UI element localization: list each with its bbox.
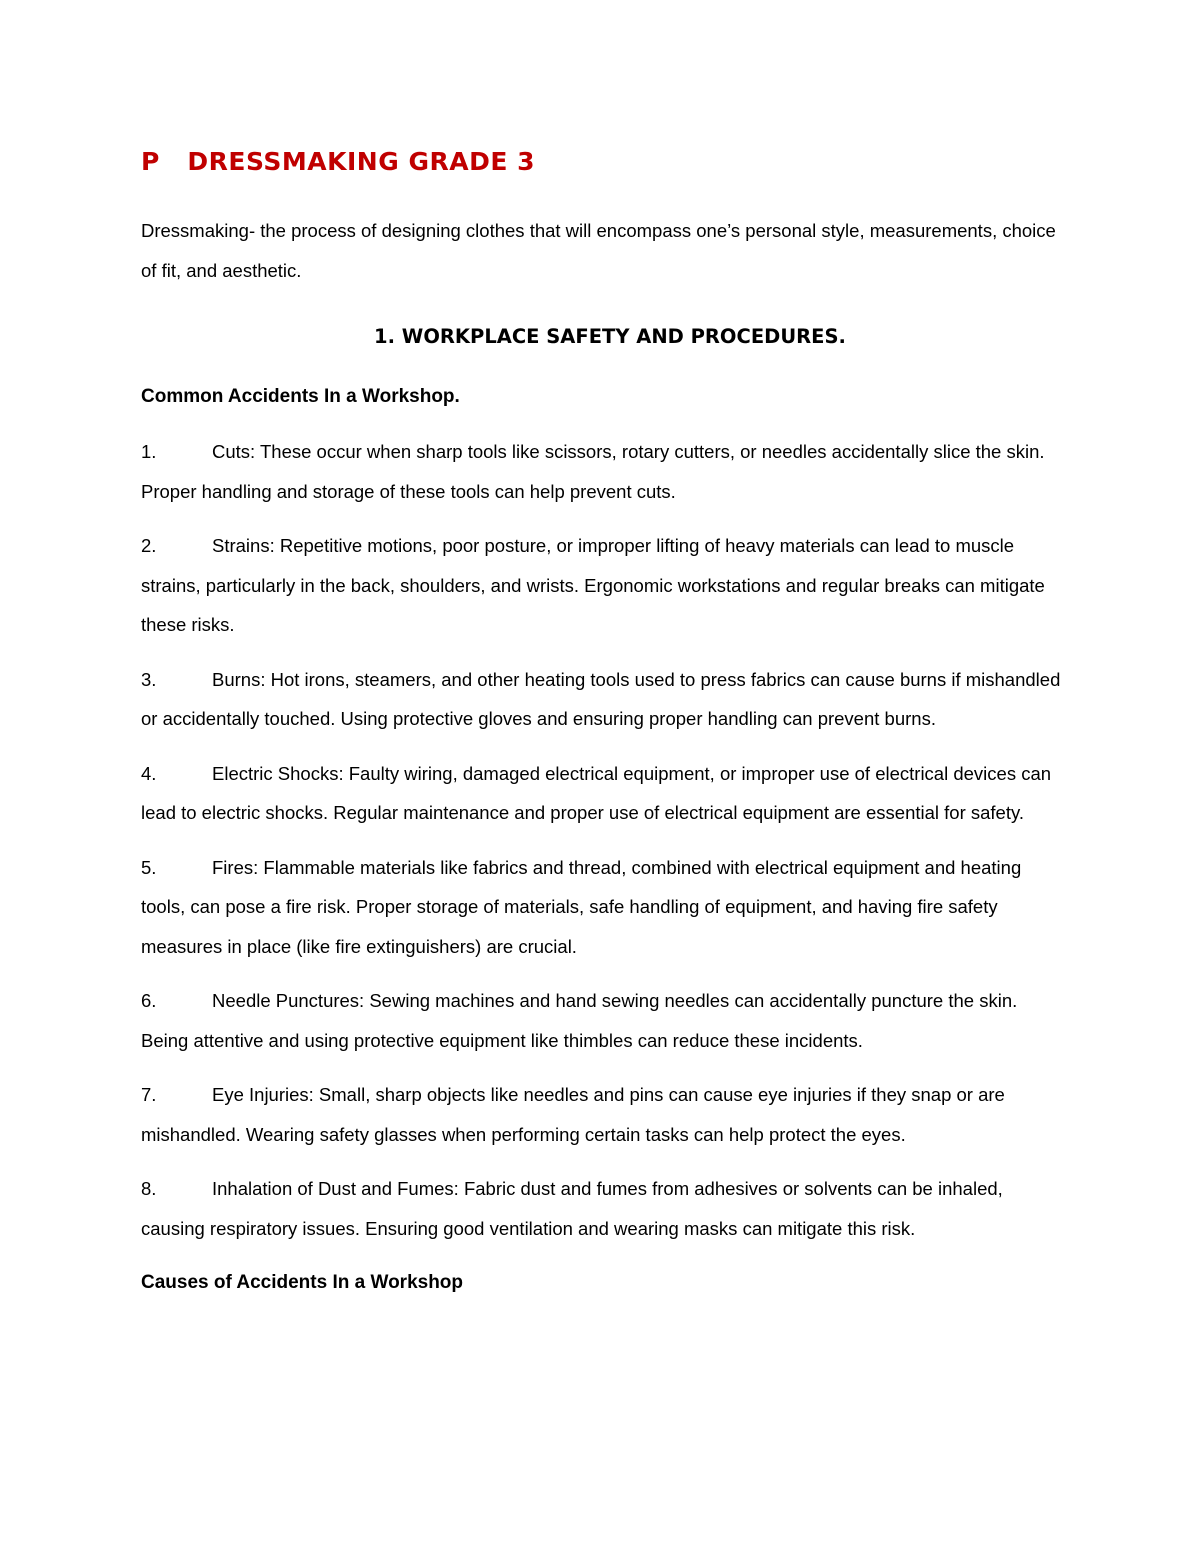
document-title: P DRESSMAKING GRADE 3 xyxy=(141,147,535,176)
intro-paragraph: Dressmaking- the process of designing clothes that will encompass one’s personal style, measurements, choice of fit, and aesthetic. xyxy=(141,220,1056,281)
accidents-list xyxy=(141,432,1061,1248)
list-item-number: 2. xyxy=(141,535,157,556)
list-item-text: Needle Punctures: Sewing machines and hand sewing needles can accidentally puncture the skin. Being attentive and using protective equipment like thimbles can reduce these incidents. xyxy=(141,990,1018,1051)
list-item-text: Burns: Hot irons, steamers, and other heating tools used to press fabrics can cause burns if mishandled or accidentally touched. Using protective gloves and ensuring proper handling can prevent burns. xyxy=(141,668,1061,729)
list-item-text: Fires: Flammable materials like fabrics and thread, combined with electrical equipment and heating tools, can pose a fire risk. Proper storage of materials, safe handling of equipment, and having fire safety measures in place (like fire extinguishers) are crucial. xyxy=(141,856,1022,957)
list-item-number: 8. xyxy=(141,1178,157,1199)
list-item-number: 3. xyxy=(141,668,157,690)
list-item-number: 7. xyxy=(141,1084,157,1105)
subheading-causes-of-accidents: Causes of Accidents In a Workshop xyxy=(141,1272,464,1293)
list-item xyxy=(141,754,1061,833)
list-item xyxy=(141,1169,1061,1248)
list-item-text: Cuts: These occur when sharp tools like scissors, rotary cutters, or needles accidentally slice the skin. Proper handling and storage of these tools can help prevent cuts. xyxy=(141,441,1045,502)
list-item-number: 4. xyxy=(141,762,157,784)
document-content xyxy=(141,140,1061,1303)
list-item-text: Inhalation of Dust and Fumes: Fabric dust and fumes from adhesives or solvents can be inhaled, causing respiratory issues. Ensuring good ventilation and wearing masks can mitigate this risk. xyxy=(141,1178,1003,1239)
list-item xyxy=(141,848,1061,967)
list-item xyxy=(141,660,1061,739)
section-heading: 1. WORKPLACE SAFETY AND PROCEDURES. xyxy=(374,325,846,348)
list-item-text: Eye Injuries: Small, sharp objects like needles and pins can cause eye injuries if they snap or are mishandled. Wearing safety glasses when performing certain tasks can help protect the eyes. xyxy=(141,1084,1005,1145)
list-item-number: 6. xyxy=(141,990,157,1011)
list-item-text: Strains: Repetitive motions, poor posture, or improper lifting of heavy materials can lead to muscle strains, particularly in the back, shoulders, and wrists. Ergonomic workstations and regular breaks can mitigate these risks. xyxy=(141,535,1045,635)
list-item xyxy=(141,981,1061,1060)
list-item-number: 1. xyxy=(141,441,157,462)
list-item xyxy=(141,432,1061,511)
list-item-number: 5. xyxy=(141,856,157,878)
list-item-text: Electric Shocks: Faulty wiring, damaged electrical equipment, or improper use of electrical devices can lead to electric shocks. Regular maintenance and proper use of electrical equipment are essential for safety. xyxy=(141,762,1052,823)
list-item xyxy=(141,526,1061,645)
subheading-common-accidents: Common Accidents In a Workshop. xyxy=(141,386,460,407)
list-item xyxy=(141,1075,1061,1154)
